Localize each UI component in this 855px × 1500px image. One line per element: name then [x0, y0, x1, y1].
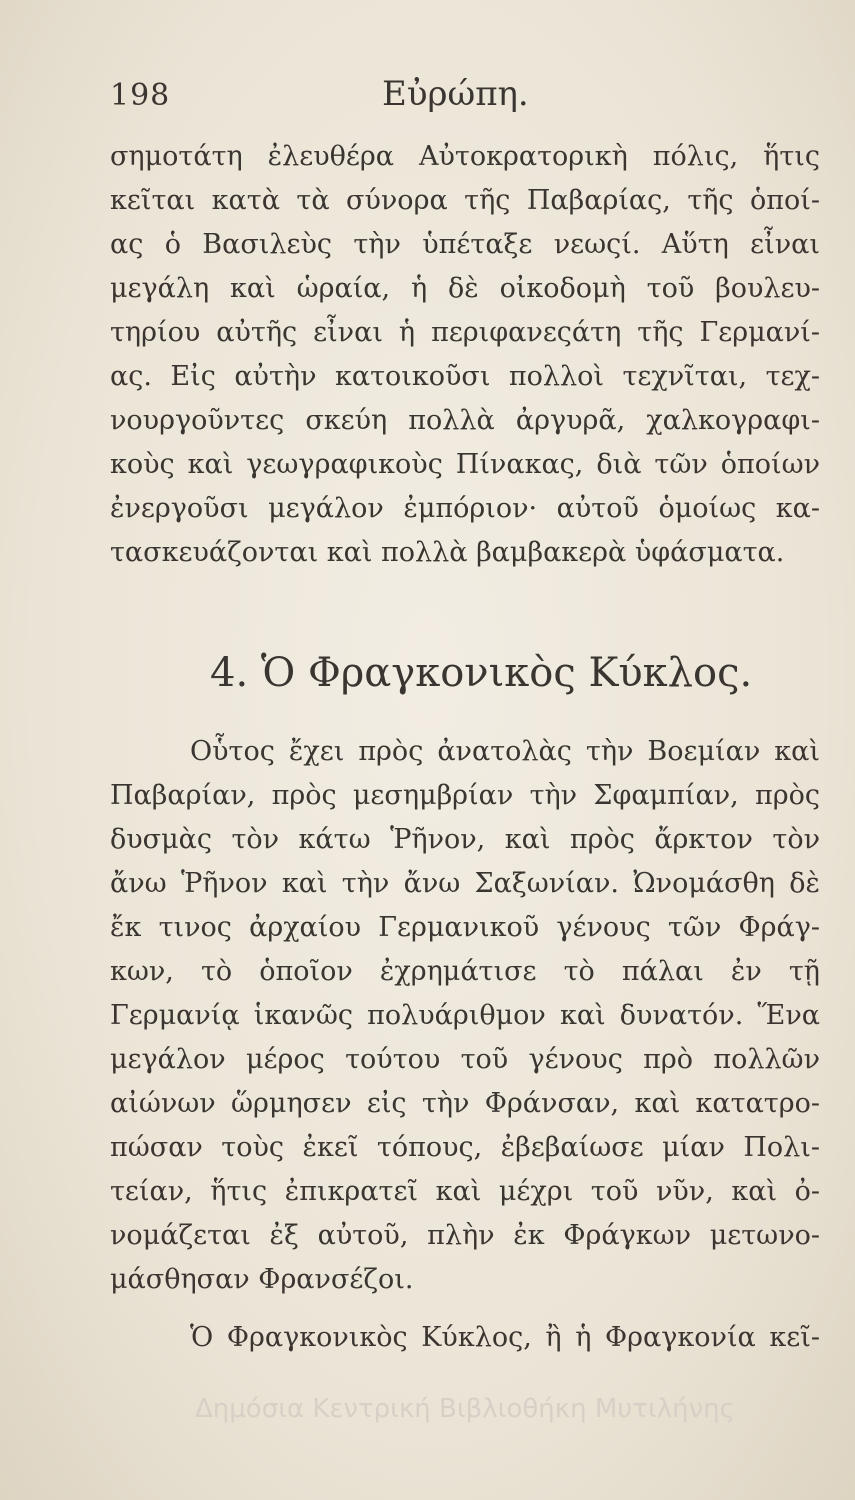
section-heading: 4. Ὁ Φραγκονικὸς Κύκλος.	[210, 650, 753, 696]
running-title: Εὐρώπη.	[382, 74, 529, 114]
text-line: τείαν, ἥτις ἐπικρατεῖ καὶ μέχρι τοῦ νῦν, καὶ ὀ-	[110, 1176, 820, 1207]
text-line: τηρίου αὐτῆς εἶναι ἡ περιφανεςάτη τῆς Γερμανί-	[110, 317, 820, 348]
page-header	[110, 70, 740, 120]
text-line: κεῖται κατὰ τὰ σύνορα τῆς Παβαρίας, τῆς ὁποί-	[110, 185, 820, 216]
paragraph-1	[110, 135, 820, 575]
text-line: Γερμανίᾳ ἱκανῶς πολυάριθμον καὶ δυνατόν. Ἕνα	[110, 1000, 820, 1031]
text-line: νουργοῦντες σκεύη πολλὰ ἀργυρᾶ, χαλκογραφι-	[110, 405, 820, 436]
text-line: ἄνω Ῥῆνον καὶ τὴν ἄνω Σαξωνίαν. Ὠνομάσθη δὲ	[110, 868, 820, 899]
text-line: νομάζεται ἐξ αὐτοῦ, πλὴν ἐκ Φράγκων μετωνο-	[110, 1220, 820, 1251]
paragraph-3	[110, 1316, 820, 1360]
text-line: ας ὁ Βασιλεὺς τὴν ὑπέταξε νεωςί. Αὕτη εἶναι	[110, 229, 820, 260]
text-line: μεγάλη καὶ ὡραία, ἡ δὲ οἰκοδομὴ τοῦ βουλευ-	[110, 273, 820, 304]
text-line: πώσαν τοὺς ἐκεῖ τόπους, ἐβεβαίωσε μίαν Πολι-	[110, 1132, 820, 1163]
library-watermark: Δημόσια Κεντρική Βιβλιοθήκη Μυτιλήνης	[195, 1394, 735, 1424]
text-line: μάσθησαν Φρανσέζοι.	[110, 1264, 414, 1295]
text-line: κοὺς καὶ γεωγραφικοὺς Πίνακας, διὰ τῶν ὁποίων	[110, 449, 820, 480]
text-line: δυσμὰς τὸν κάτω Ῥῆνον, καὶ πρὸς ἄρκτον τὸν	[110, 824, 820, 855]
text-line: ἐνεργοῦσι μεγάλον ἐμπόριον· αὐτοῦ ὁμοίως κα-	[110, 493, 820, 524]
page-number: 198	[110, 78, 171, 113]
text-line: ἔκ τινος ἀρχαίου Γερμανικοῦ γένους τῶν Φράγ-	[110, 912, 820, 943]
text-line: αἰώνων ὥρμησεν εἰς τὴν Φράνσαν, καὶ κατατρο-	[110, 1088, 820, 1119]
text-line: ας. Εἰς αὐτὴν κατοικοῦσι πολλοὶ τεχνῖται, τεχ-	[110, 361, 820, 392]
text-line: Παβαρίαν, πρὸς μεσημβρίαν τὴν Σφαμπίαν, πρὸς	[110, 780, 820, 811]
text-line: Οὗτος ἔχει πρὸς ἀνατολὰς τὴν Βοεμίαν καὶ	[190, 736, 820, 767]
text-line: σημοτάτη ἐλευθέρα Αὐτοκρατορικὴ πόλις, ἥτις	[110, 141, 820, 172]
paragraph-2	[110, 730, 820, 1302]
text-line: Ὁ Φραγκονικὸς Κύκλος, ἢ ἡ Φραγκονία κεῖ-	[190, 1322, 820, 1353]
text-line: κων, τὸ ὁποῖον ἐχρημάτισε τὸ πάλαι ἐν τῇ	[110, 956, 820, 987]
text-line: τασκευάζονται καὶ πολλὰ βαμβακερὰ ὑφάσματα.	[110, 537, 785, 568]
text-line: μεγάλον μέρος τούτου τοῦ γένους πρὸ πολλῶν	[110, 1044, 820, 1075]
